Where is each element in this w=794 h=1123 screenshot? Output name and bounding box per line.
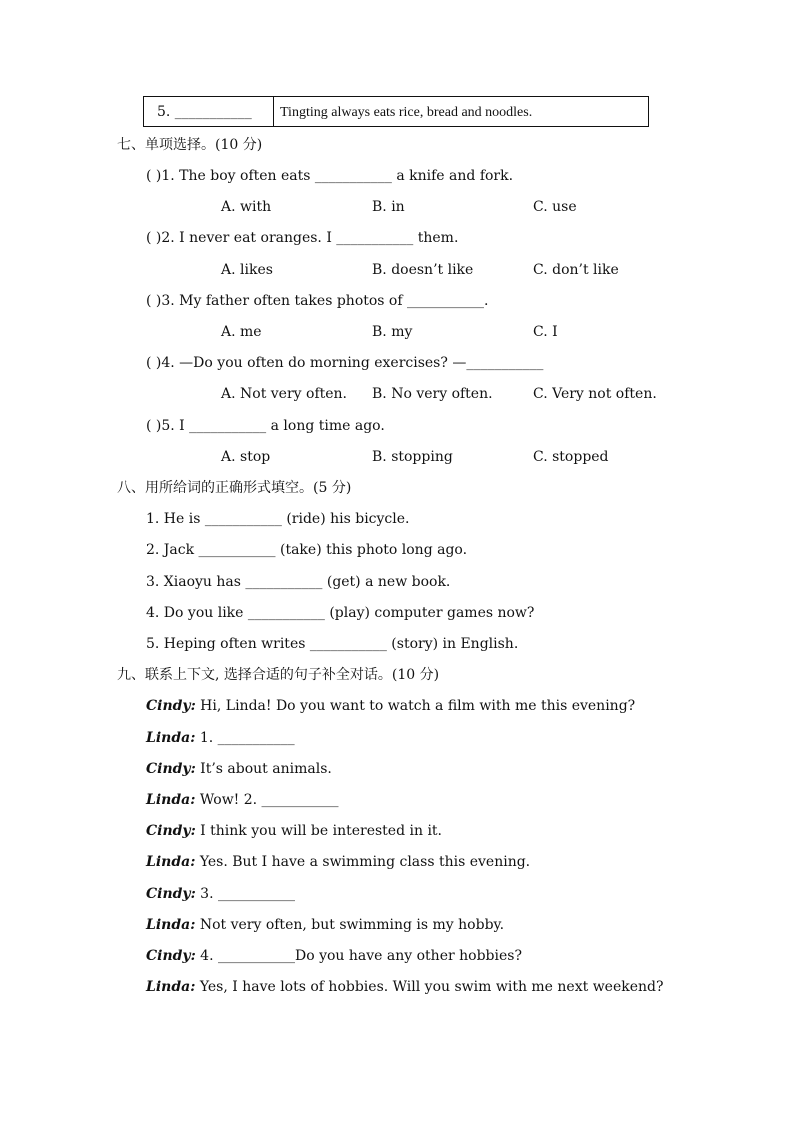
q1-option-b: B. in <box>372 199 405 215</box>
dialogue-text: Not very often, but swimming is my hobby. <box>195 917 505 933</box>
matching-table-row <box>143 96 649 127</box>
q3-option-c: C. I <box>533 324 558 340</box>
dialogue-text: I think you will be interested in it. <box>195 823 442 839</box>
dialogue-text: 4. ___________Do you have any other hobbies? <box>195 948 522 964</box>
dialogue-line <box>146 884 295 904</box>
question-5-stem: ( )5. I ___________ a long time ago. <box>146 418 385 434</box>
dialogue-text: Yes, I have lots of hobbies. Will you swim with me next weekend? <box>195 979 664 995</box>
dialogue-line <box>146 728 295 748</box>
q1-option-c: C. use <box>533 199 577 215</box>
speaker-label: Cindy: <box>146 698 196 714</box>
table-cell-answer: 5. ___________ <box>144 97 274 126</box>
speaker-label: Linda: <box>146 979 196 995</box>
question-3-stem: ( )3. My father often takes photos of ___________. <box>146 293 489 309</box>
q1-option-a: A. with <box>221 199 272 215</box>
fill-item-4: 4. Do you like ___________ (play) computer games now? <box>146 605 535 621</box>
dialogue-text: Yes. But I have a swimming class this evening. <box>195 854 531 870</box>
q5-option-c: C. stopped <box>533 449 609 465</box>
q2-option-b: B. doesn’t like <box>372 262 474 278</box>
dialogue-text: Wow! 2. ___________ <box>195 792 339 808</box>
q4-option-c: C. Very not often. <box>533 386 657 402</box>
section-8-title: 八、用所给词的正确形式填空。(5 分) <box>117 480 352 496</box>
dialogue-line <box>146 977 664 997</box>
q5-option-a: A. stop <box>221 449 271 465</box>
q4-option-b: B. No very often. <box>372 386 493 402</box>
speaker-label: Cindy: <box>146 761 196 777</box>
speaker-label: Linda: <box>146 792 196 808</box>
fill-item-5: 5. Heping often writes ___________ (story) in English. <box>146 636 519 652</box>
dialogue-line <box>146 821 442 841</box>
question-2-stem: ( )2. I never eat oranges. I ___________ them. <box>146 230 459 246</box>
q4-option-a: A. Not very often. <box>221 386 347 402</box>
dialogue-text: It’s about animals. <box>195 761 332 777</box>
section-7-title: 七、单项选择。(10 分) <box>117 137 263 153</box>
fill-item-3: 3. Xiaoyu has ___________ (get) a new book. <box>146 574 451 590</box>
dialogue-line <box>146 915 504 935</box>
speaker-label: Cindy: <box>146 886 196 902</box>
speaker-label: Linda: <box>146 730 196 746</box>
dialogue-line <box>146 946 522 966</box>
q5-option-b: B. stopping <box>372 449 453 465</box>
speaker-label: Cindy: <box>146 823 196 839</box>
dialogue-text: Hi, Linda! Do you want to watch a film with me this evening? <box>195 698 636 714</box>
question-4-stem: ( )4. —Do you often do morning exercises? —___________ <box>146 355 544 371</box>
speaker-label: Linda: <box>146 854 196 870</box>
q3-option-a: A. me <box>221 324 262 340</box>
fill-item-2: 2. Jack ___________ (take) this photo long ago. <box>146 542 468 558</box>
dialogue-line <box>146 852 530 872</box>
q3-option-b: B. my <box>372 324 413 340</box>
question-1-stem: ( )1. The boy often eats ___________ a knife and fork. <box>146 168 514 184</box>
dialogue-text: 3. ___________ <box>195 886 295 902</box>
dialogue-text: 1. ___________ <box>195 730 295 746</box>
dialogue-line <box>146 759 332 779</box>
dialogue-line <box>146 790 339 810</box>
table-cell-sentence: Tingting always eats rice, bread and noodles. <box>280 105 533 120</box>
dialogue-line <box>146 696 635 716</box>
section-9-title: 九、联系上下文, 选择合适的句子补全对话。(10 分) <box>117 667 440 683</box>
speaker-label: Cindy: <box>146 948 196 964</box>
q2-option-c: C. don’t like <box>533 262 619 278</box>
q2-option-a: A. likes <box>221 262 273 278</box>
fill-item-1: 1. He is ___________ (ride) his bicycle. <box>146 511 410 527</box>
speaker-label: Linda: <box>146 917 196 933</box>
